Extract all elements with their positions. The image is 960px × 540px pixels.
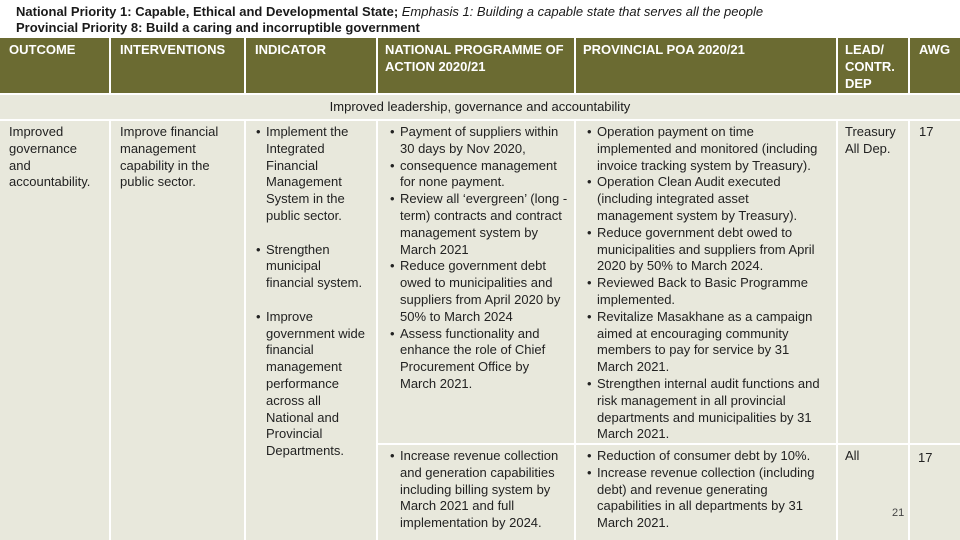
list-item: • Strengthen internal audit functions and risk management in all provincial departments and municipalities by 31 March 2021. <box>587 376 826 443</box>
list-item: • Assess functionality and enhance the role of Chief Procurement Office by March 2021. <box>390 326 568 393</box>
npoa-list-1 <box>390 124 568 393</box>
npoa-cell-2 <box>378 445 574 540</box>
outcome-cell: Improved governance and accountability. <box>0 121 109 540</box>
list-item: • Operation Clean Audit executed (including integrated asset management system by Treasury). <box>587 174 826 224</box>
indicator-cell <box>246 121 376 540</box>
list-item: • Strengthen municipal financial system. <box>256 242 367 292</box>
national-priority-text: National Priority 1: Capable, Ethical and Developmental State; <box>16 4 402 19</box>
list-item: • Increase revenue collection and generation capabilities including billing system by March 2021 and full implementation by 2024. <box>390 448 568 532</box>
list-item: • Review all ‘evergreen’ (long -term) contracts and contract management system by March 2021 <box>390 191 568 258</box>
list-item: • Increase revenue collection (including debt) and revenue generating capabilities in all departments by 31 March 2021. <box>587 465 826 532</box>
list-item: • Implement the Integrated Financial Management System in the public sector. <box>256 124 367 225</box>
npoa-list-2 <box>390 448 568 532</box>
ppoa-cell-1 <box>576 121 836 443</box>
lead-cell-1: Treasury All Dep. <box>838 121 908 443</box>
indicator-list <box>256 124 367 460</box>
list-item: • Reduction of consumer debt by 10%. <box>587 448 826 465</box>
header-lead-dep: LEAD/ CONTR. DEP <box>838 38 908 93</box>
list-item: • Improve government wide financial management performance across all National and Provincial Departments. <box>256 309 367 460</box>
header-outcome: OUTCOME <box>0 38 109 93</box>
section-band: Improved leadership, governance and accountability <box>0 95 960 119</box>
ppoa-list-1 <box>587 124 826 443</box>
intervention-cell: Improve financial management capability in the public sector. <box>111 121 244 540</box>
header-national-programme: NATIONAL PROGRAMME OF ACTION 2020/21 <box>378 38 574 93</box>
header-interventions: INTERVENTIONS <box>111 38 244 93</box>
header-awg: AWG <box>910 38 960 93</box>
list-item: • Revitalize Masakhane as a campaign aimed at encouraging community members to pay for service by 31 March 2021. <box>587 309 826 376</box>
list-item: • Reduce government debt owed to municipalities and suppliers from April 2020 by 50% to March 2024. <box>587 225 826 275</box>
slide-title-line2: Provincial Priority 8: Build a caring and incorruptible government <box>16 20 420 35</box>
lead-cell-2: All <box>838 445 908 540</box>
slide-title-line1 <box>16 4 763 20</box>
list-item: • Reduce government debt owed to municipalities and suppliers from April 2020 by 50% to March 2024 <box>390 258 568 325</box>
ppoa-cell-2 <box>576 445 836 540</box>
ppoa-list-2 <box>587 448 826 532</box>
list-item: • Reviewed Back to Basic Programme implemented. <box>587 275 826 309</box>
emphasis-text: Emphasis 1: Building a capable state that serves all the people <box>401 4 764 19</box>
header-provincial-poa: PROVINCIAL POA 2020/21 <box>576 38 836 93</box>
header-indicator: INDICATOR <box>246 38 376 93</box>
list-item: • consequence management for none payment. <box>390 158 568 192</box>
awg-cell-2: 17 <box>910 445 960 540</box>
npoa-cell-1 <box>378 121 574 443</box>
page-number: 21 <box>892 507 905 519</box>
list-item: • Operation payment on time implemented and monitored (including invoice tracking system by Treasury). <box>587 124 826 174</box>
list-item: • Payment of suppliers within 30 days by Nov 2020, <box>390 124 568 158</box>
awg-cell-1: 17 <box>910 121 960 443</box>
